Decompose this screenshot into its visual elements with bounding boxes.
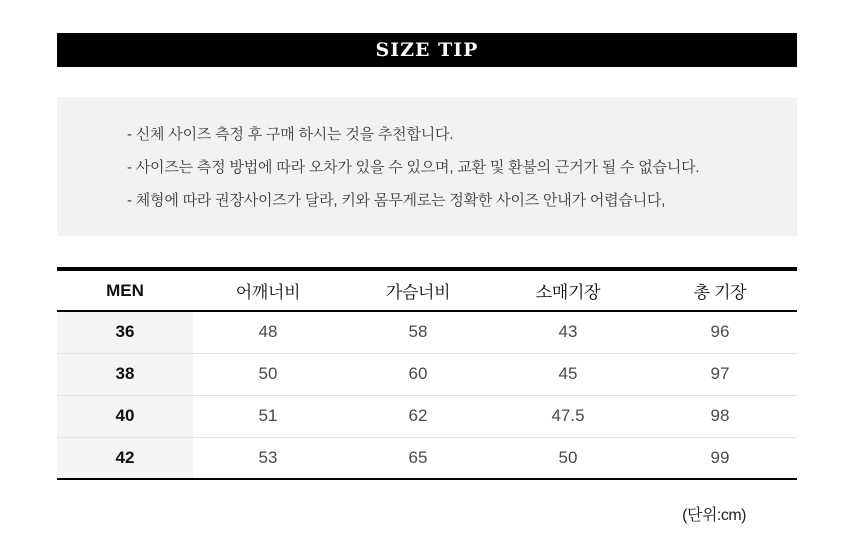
chest-cell: 62 xyxy=(343,395,493,437)
total-length-cell: 98 xyxy=(643,395,797,437)
column-header-total-length: 총 기장 xyxy=(643,269,797,311)
column-header-sleeve: 소매기장 xyxy=(493,269,643,311)
chest-cell: 65 xyxy=(343,437,493,479)
size-cell: 40 xyxy=(57,395,193,437)
shoulder-cell: 53 xyxy=(193,437,343,479)
shoulder-cell: 50 xyxy=(193,353,343,395)
sleeve-cell: 45 xyxy=(493,353,643,395)
total-length-cell: 96 xyxy=(643,311,797,353)
size-cell: 42 xyxy=(57,437,193,479)
total-length-cell: 99 xyxy=(643,437,797,479)
tip-line: - 사이즈는 측정 방법에 따라 오차가 있을 수 있으며, 교환 및 환불의 근거가 될 수 없습니다. xyxy=(127,159,700,176)
tip-line: - 체형에 따라 권장사이즈가 달라, 키와 몸무게로는 정확한 사이즈 안내가 어렵습니다, xyxy=(127,192,666,209)
size-cell: 36 xyxy=(57,311,193,353)
column-header-shoulder: 어깨너비 xyxy=(193,269,343,311)
tip-line: - 신체 사이즈 측정 후 구매 하시는 것을 추천합니다. xyxy=(127,126,454,143)
total-length-cell: 97 xyxy=(643,353,797,395)
unit-label: (단위:cm) xyxy=(682,507,746,524)
size-tip-banner xyxy=(57,33,797,67)
chest-cell: 58 xyxy=(343,311,493,353)
banner-title: SIZE TIP xyxy=(375,38,479,61)
shoulder-cell: 51 xyxy=(193,395,343,437)
size-table-row xyxy=(57,395,797,437)
size-table xyxy=(57,267,797,480)
shoulder-cell: 48 xyxy=(193,311,343,353)
size-table-header-row xyxy=(57,269,797,311)
size-table-row xyxy=(57,353,797,395)
column-header-men: MEN xyxy=(57,269,193,311)
size-cell: 38 xyxy=(57,353,193,395)
sleeve-cell: 50 xyxy=(493,437,643,479)
sleeve-cell: 43 xyxy=(493,311,643,353)
chest-cell: 60 xyxy=(343,353,493,395)
column-header-chest: 가슴너비 xyxy=(343,269,493,311)
size-table-row xyxy=(57,437,797,479)
size-table-row xyxy=(57,311,797,353)
size-tips-box xyxy=(57,97,797,236)
sleeve-cell: 47.5 xyxy=(493,395,643,437)
